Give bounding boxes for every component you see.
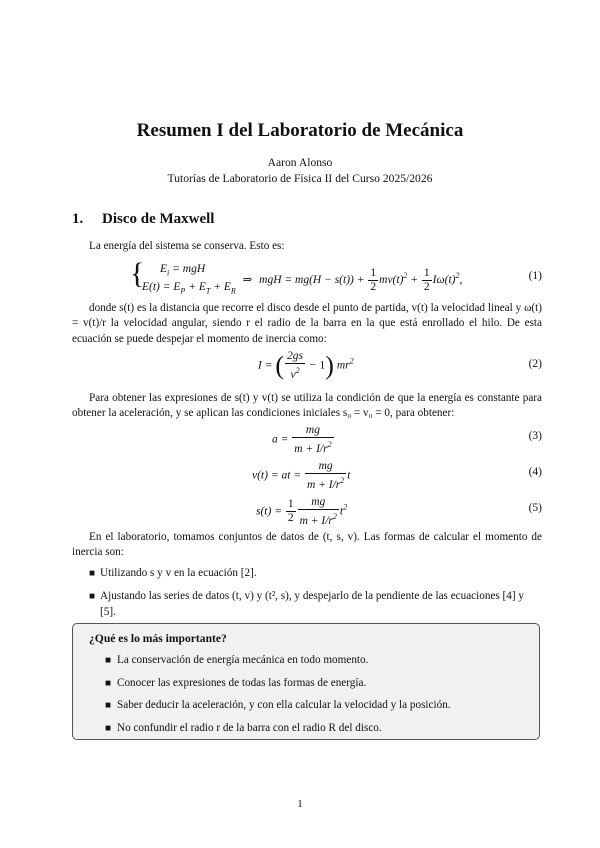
method-text: Utilizando s y v en la ecuación [2]. — [100, 567, 257, 579]
equation-2-body: I = ( $\frac{2gs}{v^2}$ − 1) $mr^2$ — [258, 350, 354, 381]
equation-5-body: s(t) = $\frac{1}{2}$ $\frac{mg}{m + I/r^2}$ $t^2$ — [256, 496, 348, 527]
summary-list — [89, 653, 451, 743]
equation-1-system: { $E_i$ = mgH $E(t) = E_P + E_T + E_R$ — [130, 257, 236, 296]
list-item — [89, 698, 451, 721]
equation-5 — [72, 496, 542, 526]
author: Aaron Alonso — [267, 156, 333, 169]
equation-1 — [72, 257, 542, 296]
methods-list — [72, 566, 542, 628]
bullet-icon: ■ — [105, 700, 112, 711]
equation-4-tag: (4) — [528, 466, 542, 478]
equation-2 — [72, 350, 542, 382]
list-item — [89, 676, 451, 699]
list-item — [72, 589, 542, 620]
equation-4 — [72, 460, 542, 490]
bullet-icon: ■ — [105, 722, 112, 734]
section-title: Disco de Maxwell — [102, 211, 215, 227]
paragraph-conditions: Para obtener las expresiones de s(t) y v(t) se utiliza la condición de que la energía es constante para obtener la aceleración, y se aplican las condiciones iniciales s₀ = v₀ = 0, para obtener: — [72, 392, 542, 420]
summary-item-text: Saber deducir la aceleración, y con ella calcular la velocidad y la posición. — [117, 699, 451, 711]
equation-3 — [72, 424, 542, 454]
summary-box — [72, 623, 540, 740]
bullet-icon: ■ — [105, 677, 112, 689]
paragraph-definitions: donde s(t) es la distancia que recorre el disco desde el punto de partida, v(t) la velocidad lineal y ω(t) = v(t)/r la velocidad angular, siendo r el radio de la barra en la que está enrollado el hilo. De esta ecuación se puede despejar el momento de inercia como: — [72, 302, 542, 345]
equation-5-tag: (5) — [528, 502, 542, 514]
affiliation: Tutorías de Laboratorio de Física II del Curso 2025/2026 — [167, 172, 433, 185]
bullet-icon: ■ — [105, 655, 112, 666]
equation-4-body: v(t) = at = $\frac{mg}{m + I/r^2}$ t — [252, 460, 351, 491]
equation-2-tag: (2) — [528, 358, 542, 370]
list-item — [89, 653, 451, 676]
summary-item-text: No confundir el radio r de la barra con el radio R del disco. — [117, 721, 382, 734]
paragraph-lab-data: En el laboratorio, tomamos conjuntos de datos de (t, s, v). Las formas de calcular el momento de inercia son: — [72, 531, 542, 559]
list-item — [72, 566, 542, 581]
summary-item-text: La conservación de energía mecánica en todo momento. — [117, 654, 369, 666]
page-title: Resumen I del Laboratorio de Mecánica — [136, 120, 464, 141]
equation-3-tag: (3) — [528, 430, 542, 442]
summary-item-text: Conocer las expresiones de todas las formas de energía. — [117, 676, 367, 689]
equation-1-body: { $E_i$ = mgH $E(t) = E_P + E_T + E_R$ ⇒ mgH = mg(H − s(t)) + $\frac{1}{2}$ $mv(t)^2$ + $\frac{1}{2}$ $I\omega(t)^2$, — [130, 262, 462, 299]
section-number: 1. — [72, 211, 84, 227]
equation-1-tag: (1) — [528, 270, 542, 282]
paragraph-energy: La energía del sistema se conserva. Esto es: — [89, 240, 285, 252]
equation-3-body: a = $\frac{mg}{m + I/r^2}$ — [272, 424, 332, 455]
bullet-icon: ■ — [89, 568, 96, 579]
summary-box-title: ¿Qué es lo más importante? — [89, 632, 227, 645]
bullet-icon: ■ — [89, 591, 96, 603]
list-item — [89, 721, 451, 744]
page-number: 1 — [297, 798, 303, 810]
section-heading — [72, 211, 214, 228]
method-text: Ajustando las series de datos (t, v) y (t², s), y despejarlo de la pendiente de las ecuaciones [4] y [5]. — [100, 590, 524, 618]
